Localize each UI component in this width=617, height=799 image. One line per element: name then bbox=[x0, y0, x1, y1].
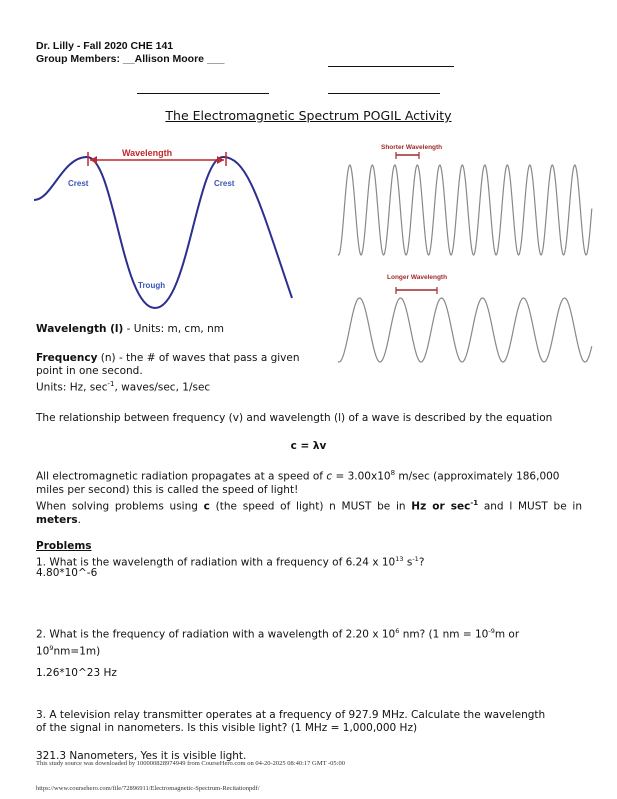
wavelength-definition: Wavelength (l) - Units: m, cm, nm bbox=[36, 323, 224, 335]
question-3: 3. A television relay transmitter operates at a frequency of 927.9 MHz. Calculate the wavelength of the signal in nanometers. Is this visible light? (1 MHz = 1,000,000 Hz) bbox=[36, 709, 546, 734]
crest-label-left: Crest bbox=[68, 179, 89, 188]
group-members-label: Group Members: __Allison Moore ___ bbox=[36, 53, 225, 65]
shorter-wavelength-label: Shorter Wavelength bbox=[381, 144, 443, 151]
group-member-blank-1 bbox=[328, 66, 454, 67]
trough-label: Trough bbox=[138, 281, 166, 290]
page-title: The Electromagnetic Spectrum POGIL Activity bbox=[165, 108, 452, 123]
group-member-blank-2 bbox=[137, 93, 269, 94]
group-member-blank-3 bbox=[328, 93, 440, 94]
solving-note: When solving problems using c (the speed of light) n MUST be in Hz or $\sec^{-1}$ and l MUST be in meters. bbox=[36, 499, 582, 526]
question-1: 1. What is the wavelength of radiation with a frequency of 6.24 x $10^{13}$ $s^{-1}$? bbox=[36, 555, 425, 569]
answer-1: 4.80*10^-6 bbox=[36, 567, 98, 579]
longer-wavelength-label: Longer Wavelength bbox=[387, 274, 448, 281]
download-notice: This study source was downloaded by 100000828974949 from CourseHero.com on 04-20-2025 08:40:17 GMT -05:00 bbox=[36, 760, 345, 767]
problems-heading: Problems bbox=[36, 540, 92, 552]
answer-3: 321.3 Nanometers, Yes it is visible light. bbox=[36, 750, 247, 762]
frequency-definition: Frequency (n) - the # of waves that pass a given point in one second. Units: Hz, $\sec^{-1}$, waves/sec, 1/sec bbox=[36, 352, 300, 394]
short-wave bbox=[338, 165, 592, 255]
source-url[interactable]: https://www.coursehero.com/file/72896911/Electromagnetic-Spectrum-Recitationpdf/ bbox=[36, 785, 260, 792]
crest-label-right: Crest bbox=[214, 179, 235, 188]
answer-2: 1.26*10^23 Hz bbox=[36, 667, 117, 679]
wavelength-label: Wavelength bbox=[122, 148, 173, 158]
wavelength-comparison-diagram bbox=[334, 140, 596, 372]
question-2: 2. What is the frequency of radiation with a wavelength of 2.20 x $10^6$ nm? (1 nm = $10^{-9}m$ or $10^9nm=1m$) bbox=[36, 627, 520, 657]
speed-of-light-text: All electromagnetic radiation propagates at a speed of $c = 3.00x10^8$ m/sec (approximately 186,000 miles per second) this is called the speed of light! bbox=[36, 469, 560, 496]
header-course: Dr. Lilly - Fall 2020 CHE 141 bbox=[36, 40, 174, 52]
long-wave bbox=[338, 298, 592, 362]
relationship-text: The relationship between frequency (v) and wavelength (l) of a wave is described by the equation bbox=[36, 412, 553, 424]
equation: c = λv bbox=[290, 440, 327, 452]
wavelength-diagram bbox=[30, 140, 300, 315]
